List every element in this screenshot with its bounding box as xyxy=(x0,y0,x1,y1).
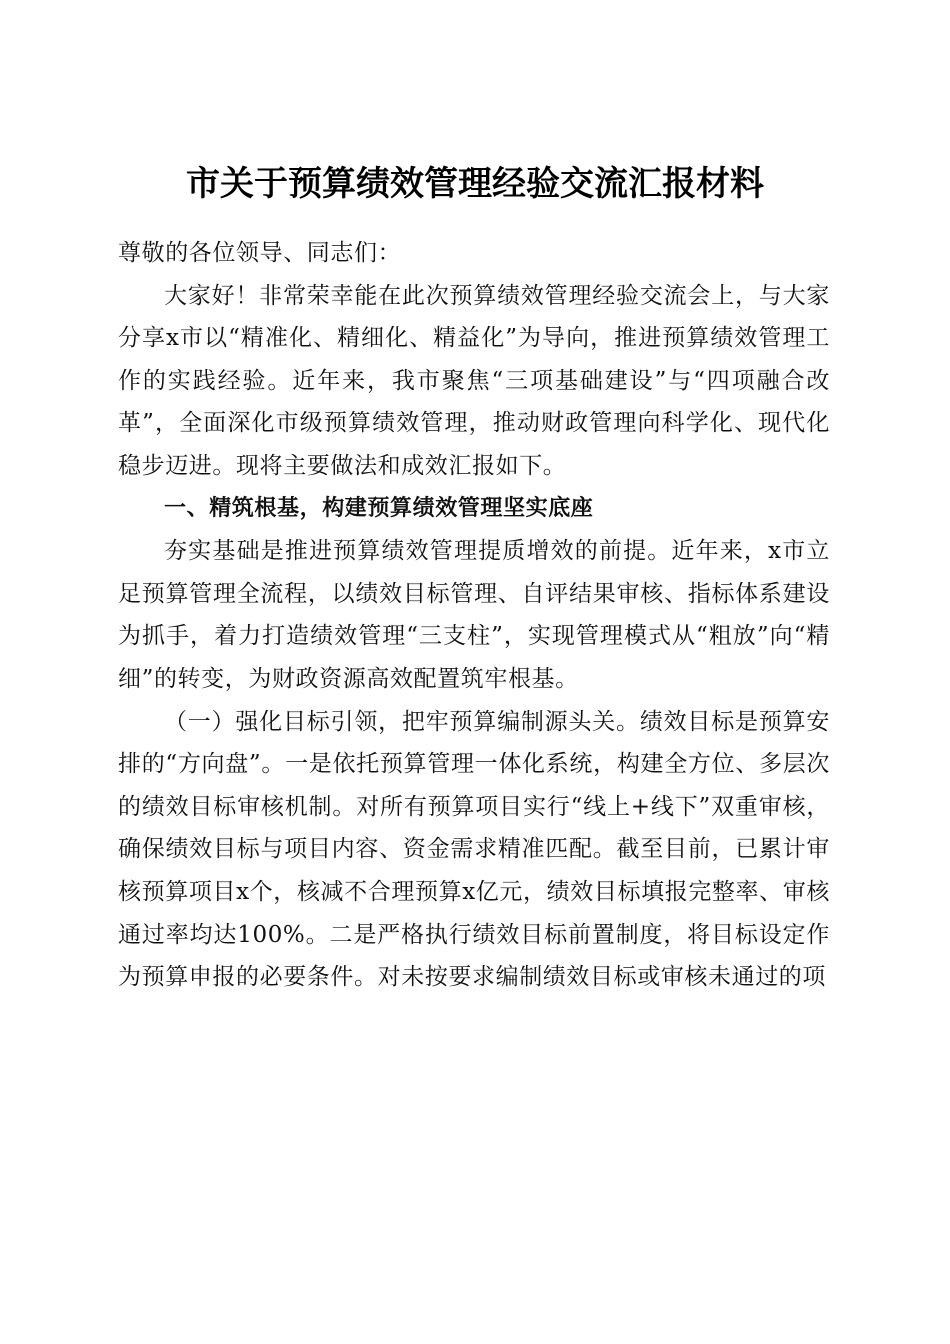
intro-paragraph: 大家好！非常荣幸能在此次预算绩效管理经验交流会上，与大家分享x市以“精准化、精细化、精益化”为导向，推进预算绩效管理工作的实践经验。近年来，我市聚焦“三项基础建设”与“四项融合改革”，全面深化市级预算绩效管理，推动财政管理向科学化、现代化稳步迈进。现将主要做法和成效汇报如下。 xyxy=(118,282,830,479)
document-title: 市关于预算绩效管理经验交流汇报材料 xyxy=(186,163,764,204)
salutation: 尊敬的各位领导、同志们： xyxy=(118,240,402,266)
document-body xyxy=(118,232,830,999)
subsection-1-paragraph: （一）强化目标引领，把牢预算编制源头关。绩效目标是预算安排的“方向盘”。一是依托预算管理一体化系统，构建全方位、多层次的绩效目标审核机制。对所有预算项目实行“线上+线下”双重审核，确保绩效目标与项目内容、资金需求精准匹配。截至目前，已累计审核预算项目x个，核减不合理预算x亿元，绩效目标填报完整率、审核通过率均达100%。二是严格执行绩效目标前置制度，将目标设定作为预算申报的必要条件。对未按要求编制绩效目标或审核未通过的项 xyxy=(118,708,830,991)
section-1-paragraph: 夯实基础是推进预算绩效管理提质增效的前提。近年来，x市立足预算管理全流程，以绩效目标管理、自评结果审核、指标体系建设为抓手，着力打造绩效管理“三支柱”，实现管理模式从“粗放”向“精细”的转变，为财政资源高效配置筑牢根基。 xyxy=(118,538,830,692)
section-1-heading: 一、精筑根基，构建预算绩效管理坚实底座 xyxy=(164,495,594,521)
